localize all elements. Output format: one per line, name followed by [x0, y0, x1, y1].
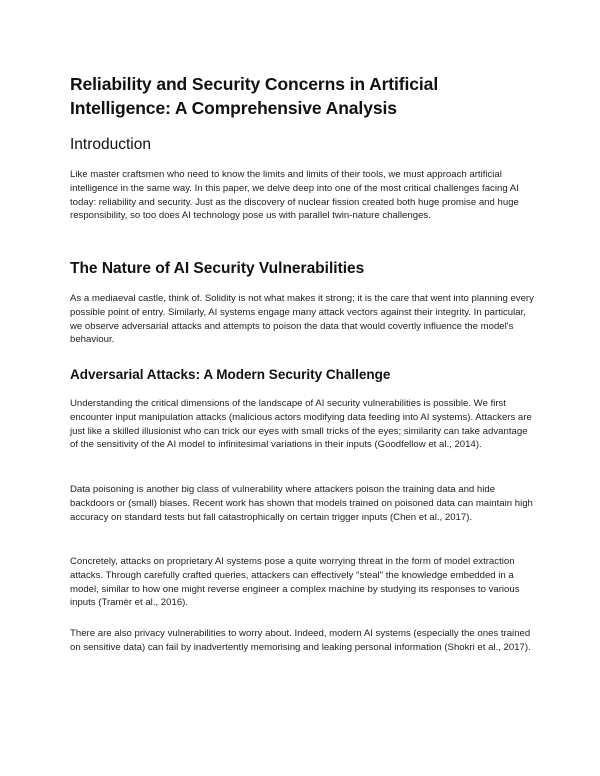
nature-paragraph: As a mediaeval castle, think of. Solidity is not what makes it strong; it is the care that went into planning every possible point of entry. Similarly, AI systems engage many attack vectors against their integrity. In particular, we observe adversarial attacks and attempts to poison the data that would covertly influence the model's behaviour.: [70, 293, 534, 346]
introduction-heading: Introduction: [70, 136, 151, 153]
adversarial-paragraph-3: Concretely, attacks on proprietary AI systems pose a quite worrying threat in the form of model extraction attacks. Through carefully crafted queries, attackers can effectively "steal" the knowledge embedded in a model, similar to how one might reverse engineer a complex machine by studying its responses to various inputs (Tramèr et al., 2016).: [70, 556, 520, 609]
adversarial-paragraph-4: There are also privacy vulnerabilities to worry about. Indeed, modern AI systems (especially the ones trained on sensitive data) can fail by inadvertently memorising and leaking personal information (Shokri et al., 2017).: [70, 628, 531, 653]
nature-heading: The Nature of AI Security Vulnerabilities: [70, 260, 365, 277]
adversarial-paragraph-2: Data poisoning is another big class of vulnerability where attackers poison the training data and hide backdoors or (small) biases. Recent work has shown that models trained on poisoned data can maintain high accuracy on standard tests but fall catastrophically on certain trigger inputs (Chen et al., 2017).: [70, 484, 533, 523]
introduction-paragraph: Like master craftsmen who need to know the limits and limits of their tools, we must approach artificial intelligence in the same way. In this paper, we delve deep into one of the most critical challenges facing AI today: reliability and security. Just as the discovery of nuclear fission created both huge promise and huge responsibility, so too does AI technology pose us with parallel twin-nature challenges.: [70, 169, 519, 222]
adversarial-heading: Adversarial Attacks: A Modern Security Challenge: [70, 367, 391, 382]
document-title: Reliability and Security Concerns in Artificial Intelligence: A Comprehensive Analysis: [70, 74, 439, 118]
adversarial-paragraph-1: Understanding the critical dimensions of the landscape of AI security vulnerabilities is possible. We first encounter input manipulation attacks (malicious actors modifying data feeding into AI systems). Attackers are just like a skilled illusionist who can trick our eyes with small tricks of the eyes; similarity can take advantage of the sensitivity of the AI model to infinitesimal variations in their inputs (Goodfellow et al., 2014).: [70, 398, 532, 451]
